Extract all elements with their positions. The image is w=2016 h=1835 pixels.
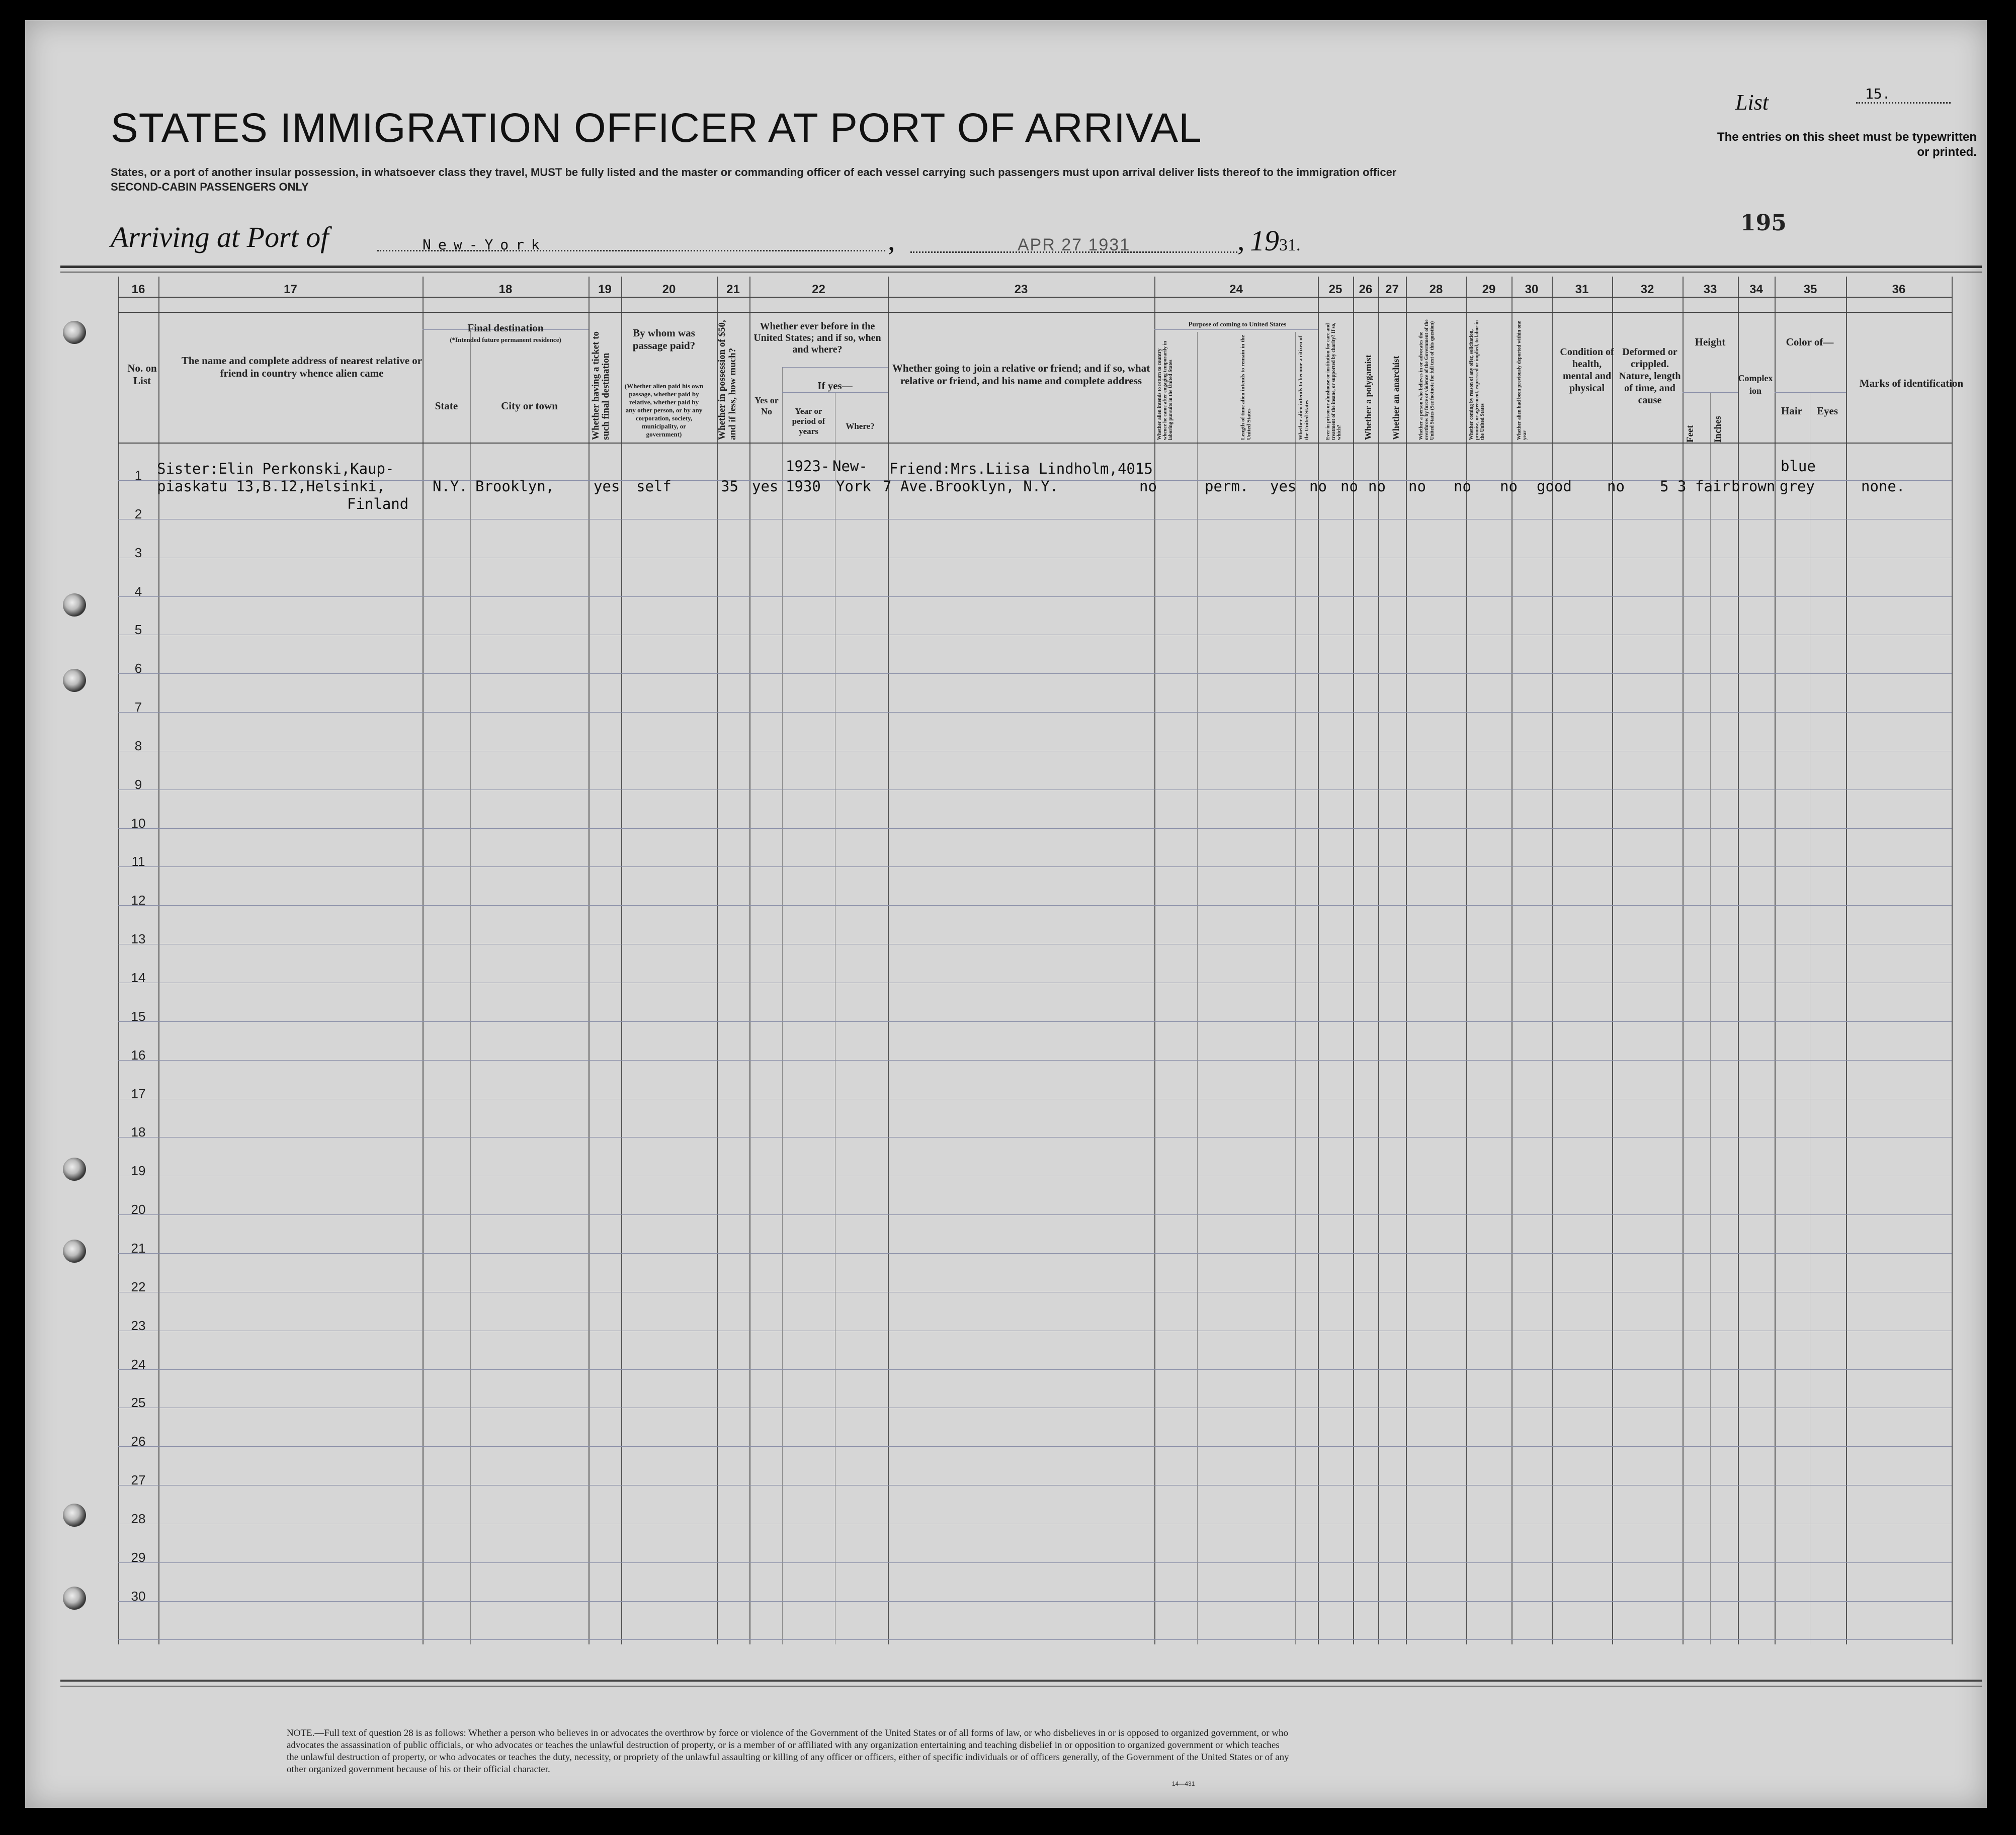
row-line: [118, 1021, 1952, 1022]
column-number: 22: [812, 283, 825, 296]
header-nearest-relative: The name and complete address of nearest relative or friend in country whence alien came: [181, 355, 423, 379]
binder-hole: [63, 593, 86, 617]
binder-hole: [63, 1504, 86, 1527]
entry-where-line-1: New-: [832, 458, 868, 475]
entry-hair: brown: [1731, 478, 1776, 495]
row-number: 12: [131, 893, 146, 908]
entry-relative-line-3: Finland: [347, 495, 409, 512]
entry-before-yes-no: yes: [752, 478, 779, 495]
binder-hole: [63, 1587, 86, 1610]
header-final-destination-note: (*Intended future permanent residence): [450, 336, 561, 343]
column-number: 24: [1229, 283, 1243, 296]
entry-citizen-intent: yes: [1270, 478, 1297, 495]
column-number: 23: [1014, 283, 1028, 296]
column-divider: [749, 277, 750, 1644]
column-number: 30: [1525, 283, 1539, 296]
row-line: [118, 1137, 1952, 1138]
header-possession-50: Whether in possession of $50, and if less, how much?: [717, 320, 738, 440]
header-no-on-list: No. on List: [127, 362, 157, 387]
entry-eyes-line-1: blue: [1781, 458, 1816, 475]
list-label: List: [1735, 90, 1769, 115]
entry-prison: no: [1309, 478, 1327, 495]
header-rule: [60, 266, 1982, 268]
row-divider: [1154, 329, 1318, 330]
header-q29: Whether coming by reason of any offer, solicitation, promise, or agreement, expressed or implied, to labor in the United States: [1469, 320, 1485, 440]
header-join-relative: Whether going to join a relative or friend; and if so, what relative or friend, and his name and complete address: [892, 362, 1150, 387]
entry-length-of-stay: perm.: [1205, 478, 1249, 495]
entry-marks: none.: [1861, 478, 1905, 495]
column-number: 31: [1575, 283, 1589, 296]
row-line: [118, 1601, 1952, 1602]
subtitle-line-1: States, or a port of another insular possession, in whatsoever class they travel, MUST be fully listed and the master or commanding officer of each vessel carrying such passengers must upon arrival deliver lists thereof to the immigration officer: [111, 166, 1397, 179]
arrival-date-stamp: APR 27 1931: [910, 235, 1237, 253]
port-of-arrival: New-York: [377, 236, 885, 251]
header-rule: [60, 272, 1982, 273]
row-line: [118, 596, 1952, 597]
column-number: 25: [1328, 283, 1342, 296]
row-number: 19: [131, 1163, 146, 1179]
row-number: 24: [131, 1356, 146, 1372]
row-number: 27: [131, 1472, 146, 1488]
entry-ticket: yes: [594, 478, 620, 495]
form-number: 14—431: [1172, 1780, 1195, 1787]
row-number: 20: [131, 1202, 146, 1217]
binder-hole: [63, 669, 86, 692]
row-number: 6: [134, 661, 142, 676]
page-title: STATES IMMIGRATION OFFICER AT PORT OF ARRIVAL: [111, 105, 1202, 151]
column-number: 17: [284, 283, 297, 296]
entry-deformed: no: [1607, 478, 1625, 495]
subcolumn-divider: [1197, 332, 1198, 1644]
column-number: 32: [1640, 283, 1654, 296]
header-ever-before: Whether ever before in the United States; and if so, when and where?: [753, 321, 881, 355]
row-number: 18: [131, 1124, 146, 1140]
row-divider: [1775, 392, 1846, 393]
header-by-whom-paid: By whom was passage paid?: [632, 327, 696, 352]
header-health: Condition of health, mental and physical: [1560, 346, 1614, 394]
row-line: [118, 866, 1952, 867]
binder-hole: [63, 1158, 86, 1181]
column-divider: [589, 277, 590, 1644]
row-number: 28: [131, 1511, 146, 1526]
entry-paid-by: self: [636, 478, 671, 495]
header-inches: Inches: [1713, 416, 1723, 443]
header-purpose-length: Length of time alien intends to remain in the United States: [1240, 335, 1252, 440]
row-number: 2: [134, 506, 142, 521]
entry-inches: 3: [1677, 478, 1687, 495]
header-color-of: Color of—: [1786, 336, 1834, 348]
column-number: 29: [1482, 283, 1496, 296]
row-line: [118, 1214, 1952, 1215]
form-subtitle: [111, 165, 1645, 194]
subcolumn-divider: [470, 329, 471, 1644]
row-divider: [118, 297, 1952, 298]
row-line: [118, 1446, 1952, 1447]
entry-complexion: fair: [1695, 478, 1730, 495]
row-number: 3: [134, 545, 142, 560]
entry-q28: no: [1408, 478, 1426, 495]
row-number: 5: [134, 622, 142, 638]
header-q28: Whether a person who believes in or advocates the overthrow by force or violence of the Government of the United States (See footnote for full text of this question): [1418, 319, 1435, 440]
entry-relative-line-1: Sister:Elin Perkonski,Kaup-: [157, 460, 394, 477]
column-number: 16: [131, 283, 145, 296]
manifest-sheet: [25, 20, 1987, 1808]
column-divider: [621, 277, 622, 1644]
row-line: [118, 673, 1952, 674]
list-number: 15.: [1856, 85, 1951, 104]
column-number: 20: [662, 283, 676, 296]
column-number: 34: [1749, 283, 1763, 296]
row-number: 30: [131, 1588, 146, 1604]
entry-eyes-line-2: grey: [1780, 478, 1815, 495]
row-line: [118, 1253, 1952, 1254]
comma: ,: [1237, 224, 1245, 256]
column-divider: [717, 277, 718, 1644]
comma: ,: [888, 224, 895, 256]
row-divider: [118, 443, 1952, 444]
row-divider: [118, 312, 1952, 313]
column-number: 27: [1385, 283, 1399, 296]
row-line: [118, 1060, 1952, 1061]
header-deformed: Deformed or crippled. Nature, length of time, and cause: [1619, 346, 1681, 406]
footnote: NOTE.—Full text of question 28 is as follows: Whether a person who believes in or advocates the overthrow by force or violence of the Government of the United States or of all forms of law, or who disbelieves in or is opposed to organized government, or who advocates the assassination of public officials, or who advocates or teaches the unlawful destruction of property, or is a member of or affiliated with any organization entertaining and teaching disbelief in or opposition to organized government or which teaches the unlawful destruction of property, or who advocates or teaches the duty, necessity, or propriety of the unlawful assaulting or killing of any officer or officers, either of specific individuals or of officers generally, of the Government of the United States or of any other organized government because of his or their official character.: [287, 1728, 1289, 1775]
row-number: 15: [131, 1008, 146, 1024]
header-anarchist: Whether an anarchist: [1391, 356, 1401, 440]
entry-q29: no: [1454, 478, 1471, 495]
entry-return-intent: no: [1139, 478, 1157, 495]
header-complexion: Complexion: [1738, 373, 1773, 396]
column-number: 21: [726, 283, 740, 296]
column-number: 19: [598, 283, 612, 296]
row-number: 26: [131, 1434, 146, 1449]
row-number: 10: [131, 815, 146, 831]
column-divider: [423, 277, 424, 1644]
subcolumn-divider: [1710, 392, 1711, 1644]
entry-money: 35: [721, 478, 738, 495]
header-purpose: Purpose of coming to United States: [1188, 320, 1287, 328]
column-number: 36: [1892, 283, 1906, 296]
entry-relative-line-2: piaskatu 13,B.12,Helsinki,: [157, 478, 385, 495]
row-number: 22: [131, 1279, 146, 1294]
row-number: 1: [134, 468, 142, 483]
column-number: 28: [1429, 283, 1443, 296]
footer-rule: [60, 1686, 1982, 1687]
column-divider: [1846, 277, 1847, 1644]
binder-hole: [63, 1240, 86, 1263]
row-number: 7: [134, 700, 142, 715]
entry-q30: no: [1500, 478, 1518, 495]
subtitle-line-2: SECOND-CABIN PASSENGERS ONLY: [111, 181, 309, 193]
binder-hole: [63, 321, 86, 344]
year-suffix: 31.: [1279, 236, 1301, 254]
footer-rule: [60, 1680, 1982, 1682]
entry-state: N.Y.: [433, 478, 468, 495]
row-divider: [782, 392, 888, 393]
column-number: 35: [1803, 283, 1817, 296]
row-line: [118, 1369, 1952, 1370]
row-line: [118, 1562, 1952, 1563]
row-line: [118, 712, 1952, 713]
header-yes-or-no: Yes or No: [754, 395, 779, 416]
column-number: 33: [1703, 283, 1717, 296]
arrival-year: [1250, 224, 1301, 257]
row-number: 16: [131, 1047, 146, 1063]
row-number: 17: [131, 1086, 146, 1101]
page-stamp: 195: [1740, 210, 1787, 236]
row-number: 25: [131, 1395, 146, 1411]
header-eyes: Eyes: [1817, 405, 1838, 417]
year-prefix: 19: [1250, 224, 1279, 257]
header-ticket: Whether having a ticket to such final destination: [591, 331, 611, 440]
header-marks: Marks of identification: [1859, 377, 1964, 389]
entry-feet: 5: [1660, 478, 1669, 495]
row-number: 8: [134, 738, 142, 753]
header-year-or-period: Year or period of years: [792, 406, 825, 436]
entry-where-line-2: York: [836, 478, 871, 495]
header-height: Height: [1695, 336, 1726, 348]
row-number: 23: [131, 1318, 146, 1333]
entry-anarchist: no: [1368, 478, 1386, 495]
row-divider: [1683, 392, 1738, 393]
entry-years-line-1: 1923-: [786, 458, 830, 475]
row-number: 9: [134, 776, 142, 792]
row-number: 13: [131, 931, 146, 947]
header-if-yes: If yes—: [817, 380, 853, 392]
header-state: State: [435, 400, 458, 412]
header-feet: Feet: [1685, 425, 1696, 443]
header-city-or-town: City or town: [501, 400, 558, 412]
row-number: 29: [131, 1549, 146, 1565]
column-number: 18: [498, 283, 513, 296]
entry-city: Brooklyn,: [475, 478, 555, 495]
header-purpose-citizen: Whether alien intends to become a citizen of the United States: [1298, 335, 1310, 440]
header-where: Where?: [846, 421, 875, 431]
header-q30: Whether alien had been previously deported within one year: [1517, 321, 1528, 440]
header-by-whom-paid-note: (Whether alien paid his own passage, whether paid by relative, whether paid by any other person, or by any corporation, society, municipality, or government): [624, 382, 704, 438]
column-number: 26: [1359, 283, 1373, 296]
row-line: [118, 905, 1952, 906]
header-polygamist: Whether a polygamist: [1363, 355, 1373, 440]
row-line: [118, 828, 1952, 829]
row-line: [118, 1639, 1952, 1640]
subcolumn-divider: [1295, 332, 1296, 1644]
typewritten-note: The entries on this sheet must be typewritten or printed.: [1717, 130, 1977, 159]
subcolumn-divider: [782, 367, 783, 1644]
row-number: 4: [134, 583, 142, 599]
arriving-label: Arriving at Port of: [111, 221, 329, 253]
row-number: 11: [131, 854, 145, 869]
header-purpose-return: Whether alien intends to return to country whence he came after engaging temporarily in laboring pursuits in the United States: [1157, 341, 1173, 440]
row-line: [118, 1485, 1952, 1486]
header-prison: Ever in prison or almshouse or institution for care and treatment of the insane, or supported by charity? If so, which?: [1325, 322, 1342, 440]
row-number: 21: [131, 1240, 146, 1256]
header-final-destination: Final destination: [467, 322, 544, 334]
entry-years-line-2: 1930: [786, 478, 821, 495]
entry-join-line-2: 7 Ave.Brooklyn, N.Y.: [883, 478, 1059, 495]
row-divider: [782, 367, 888, 368]
column-divider: [1406, 277, 1407, 1644]
entry-polygamist: no: [1340, 478, 1358, 495]
row-number: 14: [131, 970, 146, 986]
header-hair: Hair: [1781, 405, 1802, 417]
column-divider: [1952, 277, 1953, 1644]
entry-join-line-1: Friend:Mrs.Liisa Lindholm,4015: [889, 460, 1153, 477]
entry-health: good: [1537, 478, 1572, 495]
